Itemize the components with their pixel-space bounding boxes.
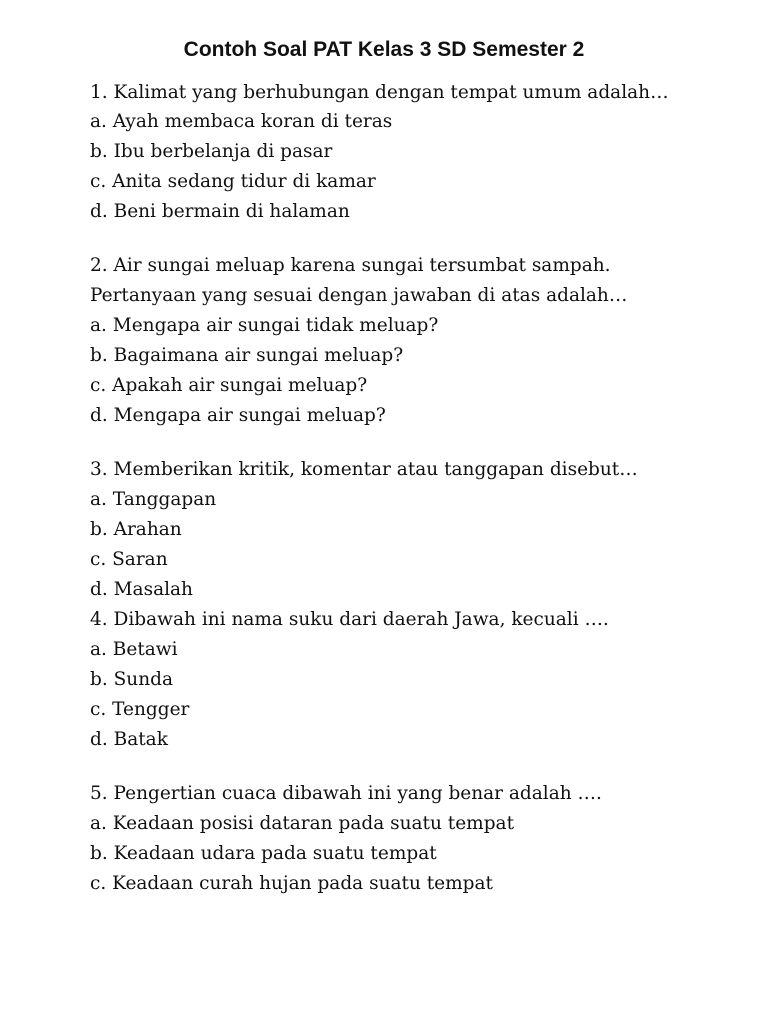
question-3 bbox=[90, 458, 690, 602]
option-list bbox=[90, 638, 690, 752]
page-title: Contoh Soal PAT Kelas 3 SD Semester 2 bbox=[183, 38, 585, 61]
question-list bbox=[90, 82, 690, 902]
option-item: a. Betawi bbox=[90, 639, 178, 660]
question-2 bbox=[90, 254, 690, 428]
option-item: c. Tengger bbox=[90, 699, 190, 720]
option-item: b. Bagaimana air sungai meluap? bbox=[90, 345, 404, 366]
question-text: 5. Pengertian cuaca dibawah ini yang benar adalah …. bbox=[90, 783, 602, 804]
option-item: c. Saran bbox=[90, 549, 168, 570]
question-4 bbox=[90, 608, 690, 752]
option-list bbox=[90, 110, 690, 224]
option-item: d. Masalah bbox=[90, 579, 193, 600]
option-item: c. Keadaan curah hujan pada suatu tempat bbox=[90, 873, 493, 894]
option-item: b. Ibu berbelanja di pasar bbox=[90, 141, 333, 162]
option-list bbox=[90, 314, 690, 428]
option-item: a. Keadaan posisi dataran pada suatu tempat bbox=[90, 813, 515, 834]
option-item: c. Apakah air sungai meluap? bbox=[90, 375, 368, 396]
option-item: d. Batak bbox=[90, 729, 168, 750]
option-item: c. Anita sedang tidur di kamar bbox=[90, 171, 376, 192]
option-item: b. Keadaan udara pada suatu tempat bbox=[90, 843, 437, 864]
question-text: 2. Air sungai meluap karena sungai tersumbat sampah. bbox=[90, 255, 611, 276]
option-item: d. Mengapa air sungai meluap? bbox=[90, 405, 386, 426]
question-5 bbox=[90, 782, 690, 896]
question-text: 3. Memberikan kritik, komentar atau tanggapan disebut… bbox=[90, 459, 638, 480]
option-list bbox=[90, 488, 690, 602]
question-text: 1. Kalimat yang berhubungan dengan tempat umum adalah… bbox=[90, 82, 669, 103]
question-text-line-2: Pertanyaan yang sesuai dengan jawaban di atas adalah… bbox=[90, 285, 628, 306]
option-item: a. Mengapa air sungai tidak meluap? bbox=[90, 315, 439, 336]
option-item: d. Beni bermain di halaman bbox=[90, 201, 350, 222]
option-list bbox=[90, 812, 690, 896]
question-text: 4. Dibawah ini nama suku dari daerah Jawa, kecuali …. bbox=[90, 609, 609, 630]
option-item: b. Sunda bbox=[90, 669, 173, 690]
question-1 bbox=[90, 82, 690, 224]
option-item: a. Tanggapan bbox=[90, 489, 217, 510]
option-item: b. Arahan bbox=[90, 519, 182, 540]
option-item: a. Ayah membaca koran di teras bbox=[90, 111, 393, 132]
